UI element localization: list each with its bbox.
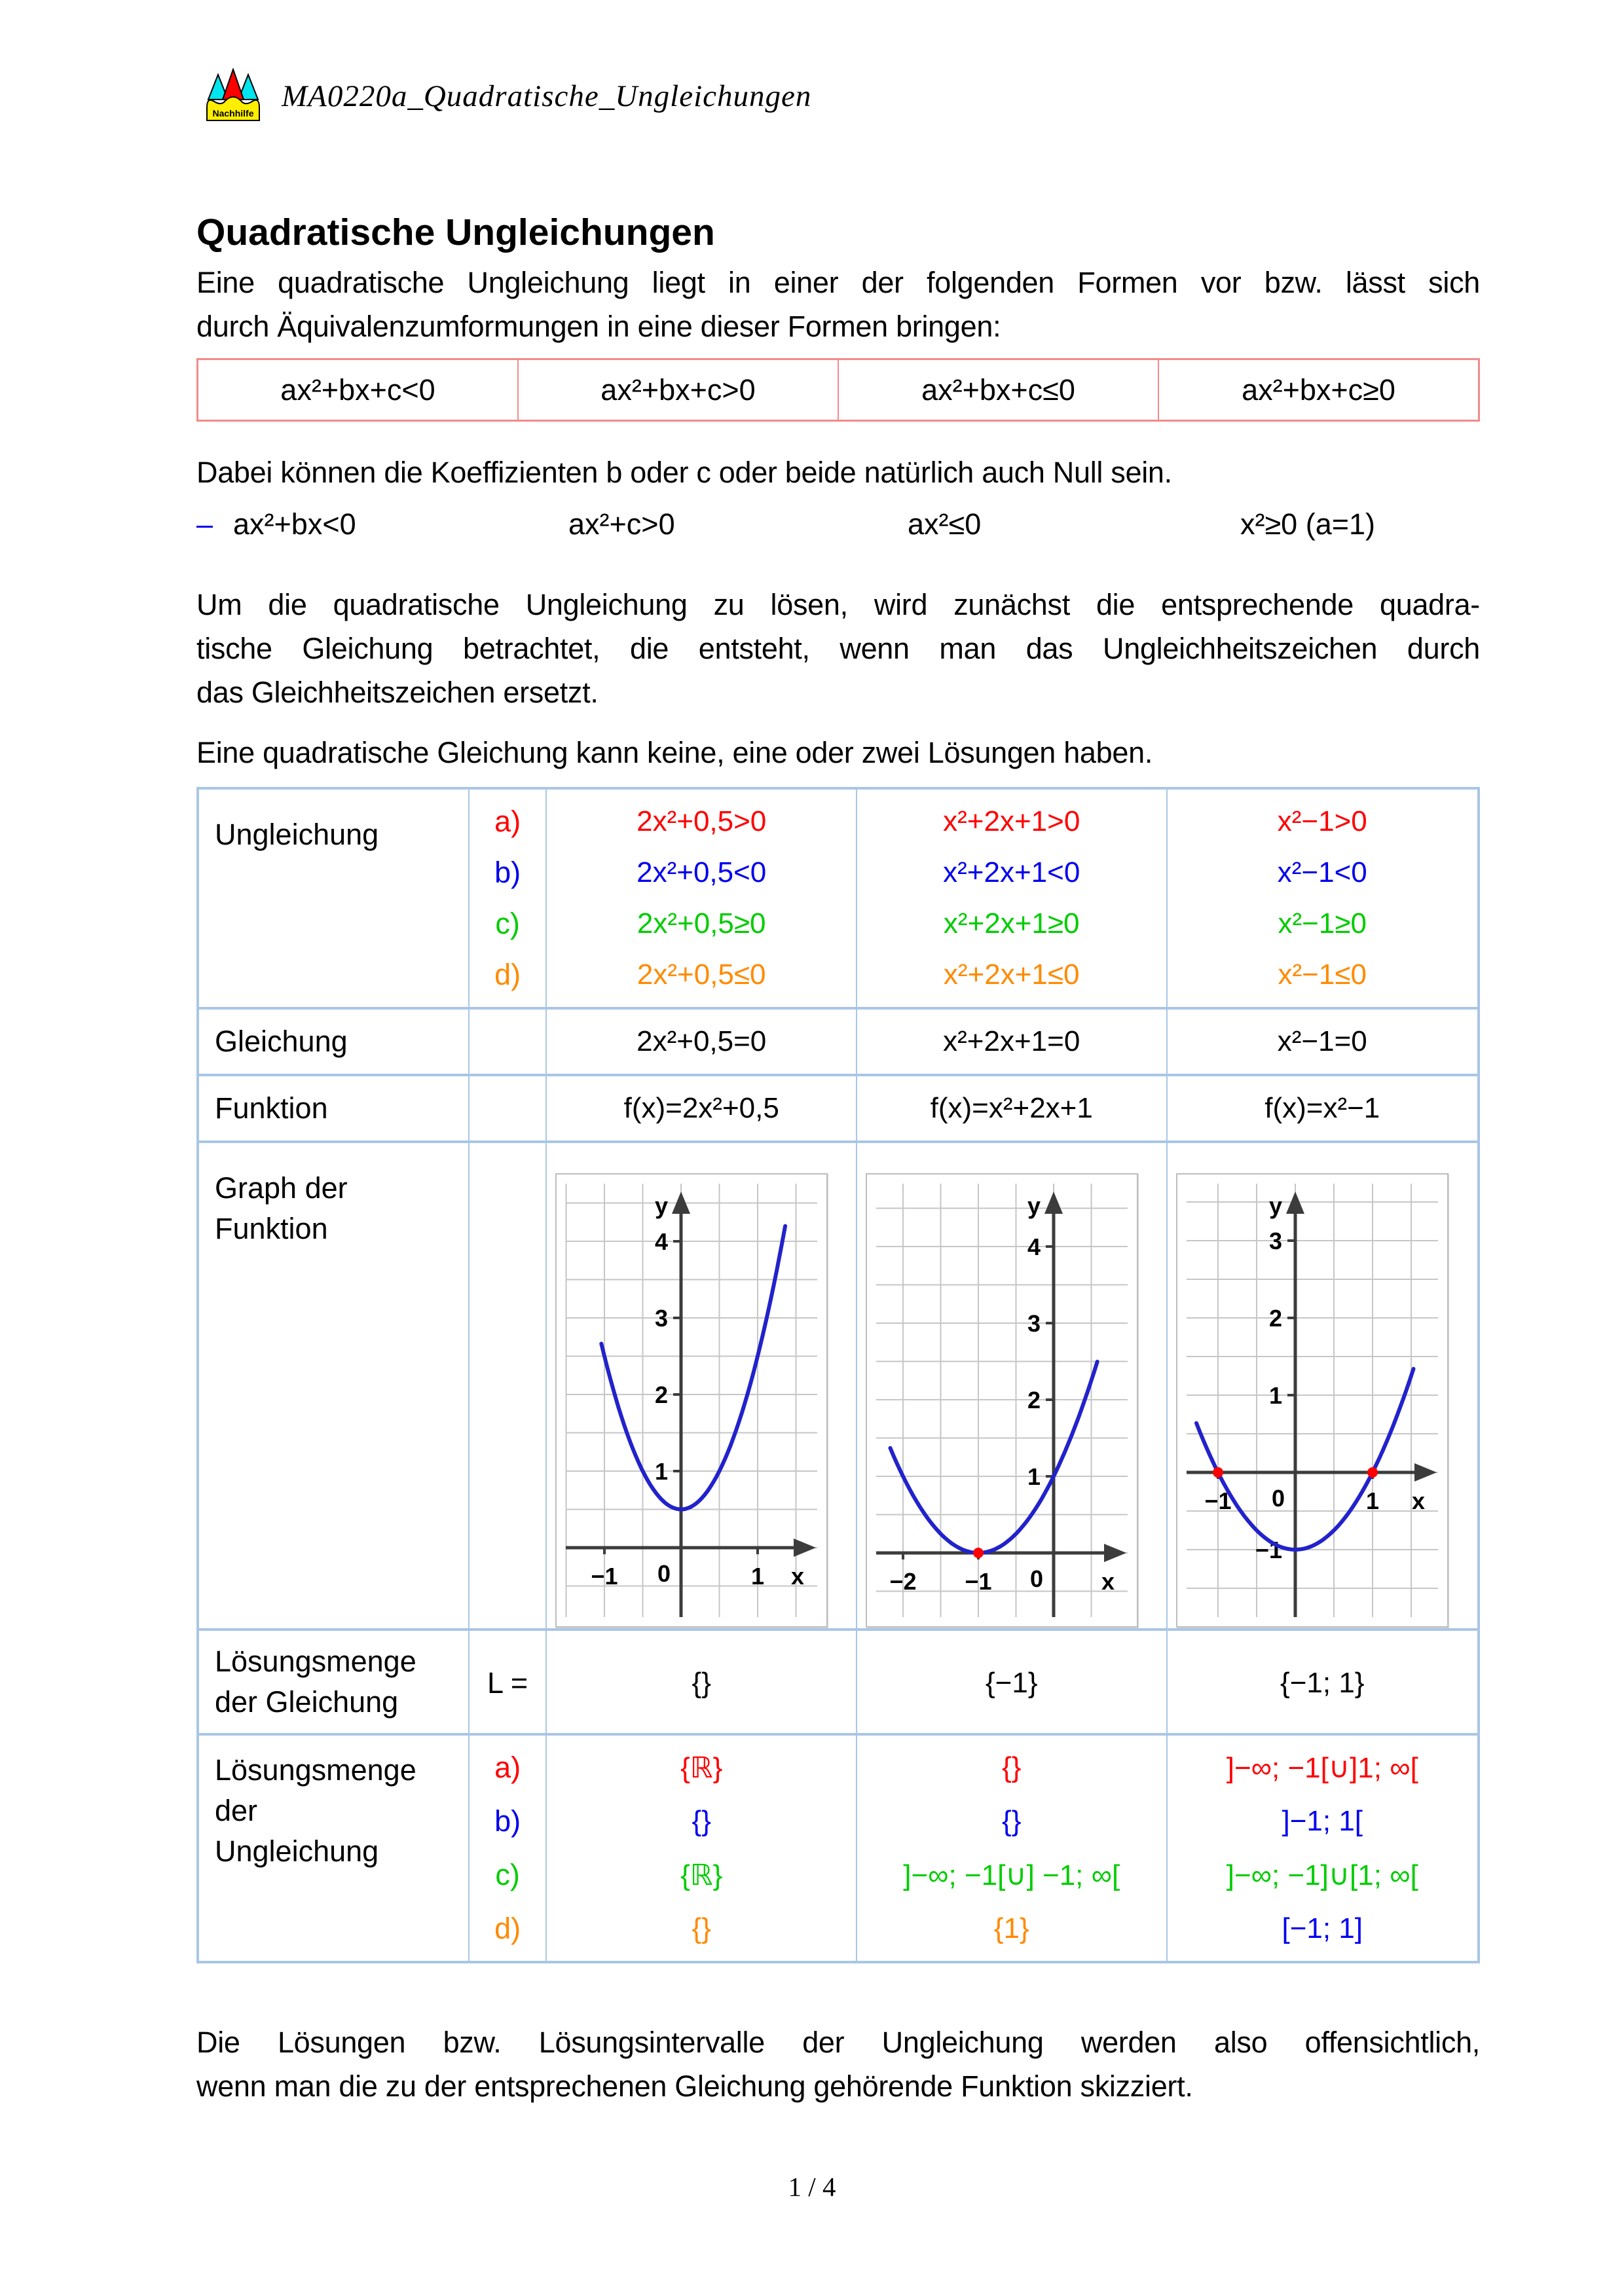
- svg-text:−1: −1: [591, 1563, 618, 1590]
- row-loesung-gleichung: [199, 1628, 1477, 1733]
- ungleichung-c-c3: x²−1≥0: [1278, 907, 1367, 939]
- loesung-d-c1: {}: [692, 1912, 711, 1944]
- svg-text:1: 1: [751, 1563, 765, 1590]
- svg-text:y: y: [1027, 1192, 1041, 1219]
- row-label-funktion: Funktion: [199, 1076, 470, 1140]
- row-label-loesung-ungleichung: Lösungsmenge der Ungleichung: [199, 1736, 470, 1961]
- svg-text:3: 3: [1268, 1228, 1282, 1254]
- ungleichung-c-c2: x²+2x+1≥0: [943, 907, 1080, 939]
- row-loesung-ungleichung: [199, 1733, 1477, 1961]
- ungleichung-b-c3: x²−1<0: [1277, 856, 1367, 888]
- row-graph: [199, 1140, 1477, 1628]
- intro-line-2: durch Äquivalenzumformungen in eine dieser Formen bringen:: [196, 310, 1001, 343]
- gleichung-c3: x²−1=0: [1277, 1025, 1367, 1057]
- ungleichung-c-c1: 2x²+0,5≥0: [637, 907, 766, 939]
- form-cell-1: ax²+bx+c<0: [198, 360, 519, 420]
- gleichung-c2: x²+2x+1=0: [943, 1025, 1080, 1057]
- loesung-ungleichung-col3: [1168, 1736, 1478, 1961]
- ungleichung-d-c2: x²+2x+1≤0: [943, 958, 1080, 991]
- form-cell-2: ax²+bx+c>0: [519, 360, 839, 420]
- svg-text:3: 3: [655, 1305, 669, 1332]
- form-cell-3: ax²+bx+c≤0: [839, 360, 1159, 420]
- closing-paragraph: [196, 2020, 1480, 2108]
- funktion-letter-empty: [470, 1076, 547, 1140]
- svg-text:−1: −1: [1204, 1487, 1232, 1514]
- solve-note-line-3: das Gleichheitszeichen ersetzt.: [196, 676, 599, 709]
- loesung-c-c3: ]−∞; −1]∪[1; ∞[: [1226, 1859, 1418, 1891]
- examples-dash: –: [196, 507, 213, 541]
- row-funktion: [199, 1074, 1477, 1140]
- ungleichung-col2: [857, 790, 1168, 1007]
- loesung-a-c2: {}: [1002, 1751, 1022, 1783]
- letter-column: [470, 790, 547, 1007]
- svg-text:0: 0: [657, 1560, 671, 1587]
- svg-text:1: 1: [655, 1458, 669, 1485]
- loesung-gleichung-c2: {−1}: [857, 1631, 1168, 1736]
- svg-text:y: y: [1268, 1192, 1282, 1219]
- intro-paragraph: [196, 261, 1480, 348]
- closing-line-2: wenn man die zu der entsprechenen Gleichung gehörende Funktion skizziert.: [196, 2069, 1193, 2103]
- funktion-c2: f(x)=x²+2x+1: [930, 1092, 1093, 1124]
- letter-c: c): [495, 907, 520, 940]
- ungleichung-b-c1: 2x²+0,5<0: [637, 856, 767, 888]
- document-filename: MA0220a_Quadratische_Ungleichungen: [282, 79, 812, 113]
- row-ungleichung: [199, 790, 1477, 1007]
- closing-line-1: Die Lösungen bzw. Lösungsintervalle der Ungleichung werden also offensichtlich,: [196, 2026, 1480, 2059]
- loesung-a-c3: ]−∞; −1[∪]1; ∞[: [1226, 1751, 1418, 1784]
- logo-text: Nachhilfe: [212, 108, 254, 118]
- svg-text:4: 4: [655, 1228, 669, 1255]
- ungleichung-d-c3: x²−1≤0: [1278, 958, 1367, 991]
- solve-note-line-1: Um die quadratische Ungleichung zu lösen, wird zunächst die entsprechende quadra-: [196, 588, 1480, 621]
- row-label-loesung-gleichung: Lösungsmenge der Gleichung: [199, 1631, 470, 1733]
- row-label-ungleichung: Ungleichung: [199, 790, 470, 1007]
- gleichung-letter-empty: [470, 1010, 547, 1074]
- loesung-b-c2: {}: [1002, 1805, 1022, 1837]
- examples-line: [196, 507, 1480, 553]
- svg-text:y: y: [655, 1192, 669, 1219]
- svg-text:2: 2: [655, 1381, 669, 1408]
- example-2: ax²+c>0: [568, 507, 675, 541]
- set-symbol-L: L =: [470, 1631, 547, 1736]
- loesung-ungleichung-col2: [857, 1736, 1168, 1961]
- svg-text:2: 2: [1027, 1387, 1041, 1413]
- example-4: x²≥0 (a=1): [1240, 507, 1376, 541]
- svg-text:−1: −1: [965, 1568, 992, 1595]
- loesung-d-c3: [−1; 1]: [1282, 1912, 1363, 1944]
- graph-letter-empty: [470, 1143, 547, 1628]
- svg-text:−1: −1: [1255, 1537, 1282, 1563]
- ungleichung-col3: [1168, 790, 1478, 1007]
- ungleichung-col1: [547, 790, 857, 1007]
- ungleichung-a-c3: x²−1>0: [1277, 805, 1367, 837]
- loesung-letter-a: a): [494, 1751, 521, 1784]
- letter-a: a): [494, 805, 521, 838]
- funktion-c1: f(x)=2x²+0,5: [623, 1092, 779, 1124]
- ungleichung-a-c2: x²+2x+1>0: [943, 805, 1080, 837]
- forms-table: [196, 358, 1480, 422]
- ungleichung-b-c2: x²+2x+1<0: [943, 856, 1080, 888]
- svg-text:x: x: [1101, 1568, 1115, 1595]
- loesung-gleichung-c3: {−1; 1}: [1280, 1667, 1365, 1699]
- svg-text:3: 3: [1027, 1310, 1041, 1337]
- svg-text:x: x: [791, 1563, 805, 1590]
- svg-text:1: 1: [1268, 1382, 1282, 1409]
- logo-center-peak: [223, 69, 244, 100]
- intro-line-1: Eine quadratische Ungleichung liegt in einer der folgenden Formen vor bzw. lässt sich: [196, 266, 1480, 299]
- svg-text:1: 1: [1365, 1487, 1379, 1514]
- funktion-c3: f(x)=x²−1: [1264, 1092, 1380, 1124]
- loesung-letter-d: d): [494, 1912, 521, 1945]
- page-title: Quadratische Ungleichungen: [196, 211, 715, 254]
- loesung-letter-b: b): [494, 1804, 521, 1838]
- svg-text:−2: −2: [889, 1568, 917, 1595]
- loesung-a-c1: {ℝ}: [680, 1751, 723, 1784]
- solve-note-line-2: tische Gleichung betrachtet, die entsteht, wenn man das Ungleichheitszeichen durch: [196, 632, 1480, 665]
- page-header: [204, 68, 811, 124]
- graph-cell-2: [857, 1143, 1168, 1628]
- graph-cell-1: [547, 1143, 857, 1628]
- count-note: Eine quadratische Gleichung kann keine, eine oder zwei Lösungen haben.: [196, 736, 1153, 769]
- loesung-b-c3: ]−1; 1[: [1282, 1805, 1363, 1837]
- svg-text:2: 2: [1268, 1305, 1282, 1332]
- loesung-letter-column: [470, 1736, 547, 1961]
- main-table: [196, 787, 1480, 1963]
- loesung-letter-c: c): [495, 1858, 520, 1891]
- svg-text:1: 1: [1027, 1463, 1041, 1490]
- row-gleichung: [199, 1007, 1477, 1074]
- page-number: 1 / 4: [788, 2172, 836, 2202]
- loesung-c-c2: ]−∞; −1[∪] −1; ∞[: [903, 1859, 1120, 1891]
- svg-text:4: 4: [1027, 1233, 1041, 1260]
- svg-text:0: 0: [1271, 1485, 1285, 1512]
- example-3: ax²≤0: [908, 507, 982, 541]
- loesung-b-c1: {}: [692, 1805, 711, 1837]
- example-1: ax²+bx<0: [233, 507, 356, 541]
- nachhilfe-logo: [204, 68, 262, 124]
- row-label-graph: Graph der Funktion: [199, 1143, 470, 1628]
- coefficient-note: Dabei können die Koeffizienten b oder c oder beide natürlich auch Null sein.: [196, 456, 1172, 489]
- letter-d: d): [494, 958, 521, 991]
- function-plot-3: [1176, 1173, 1449, 1628]
- loesung-c-c1: {ℝ}: [680, 1859, 723, 1891]
- letter-b: b): [494, 856, 521, 889]
- ungleichung-d-c1: 2x²+0,5≤0: [637, 958, 766, 991]
- gleichung-c1: 2x²+0,5=0: [637, 1025, 767, 1057]
- solve-note-paragraph: [196, 583, 1480, 714]
- svg-text:x: x: [1411, 1487, 1425, 1514]
- loesung-ungleichung-col1: [547, 1736, 857, 1961]
- function-plot-1: [555, 1173, 828, 1628]
- ungleichung-a-c1: 2x²+0,5>0: [637, 805, 767, 837]
- graph-cell-3: [1168, 1143, 1478, 1628]
- row-label-gleichung: Gleichung: [199, 1010, 470, 1074]
- function-plot-2: [866, 1173, 1138, 1628]
- form-cell-4: ax²+bx+c≥0: [1242, 373, 1395, 407]
- loesung-gleichung-c1: {}: [547, 1631, 857, 1736]
- svg-text:0: 0: [1029, 1565, 1043, 1592]
- loesung-d-c2: {1}: [993, 1912, 1029, 1944]
